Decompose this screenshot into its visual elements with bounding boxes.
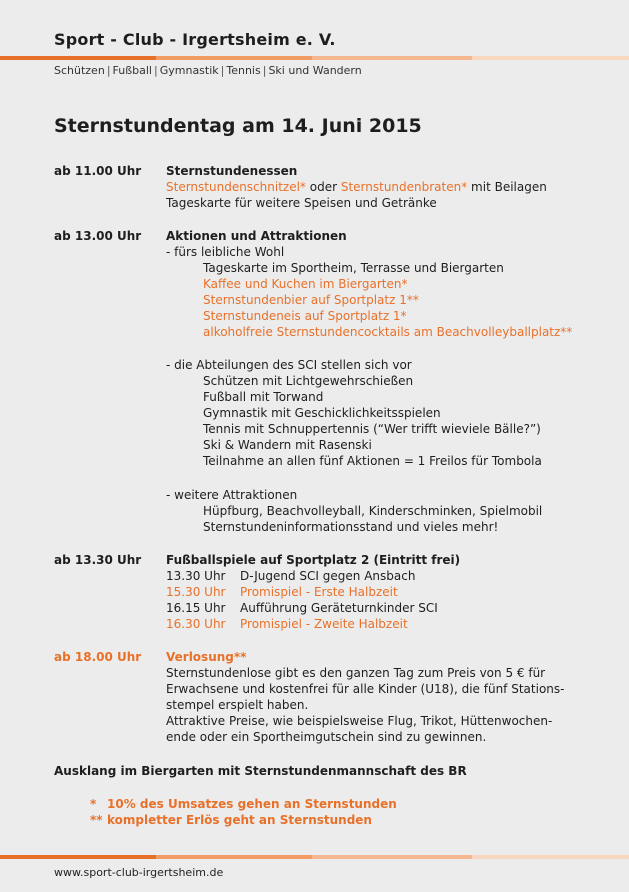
food-item-braten: Sternstundenbraten*: [340, 180, 468, 194]
footnote-mark-double: **: [90, 813, 103, 827]
group-departments-label: - die Abteilungen des SCI stellen sich vor: [166, 358, 412, 372]
top-color-bar: [0, 56, 629, 60]
food-item-schnitzel: Sternstundenschnitzel*: [166, 180, 306, 194]
list-item: Tageskarte im Sportheim, Terrasse und Biergarten: [203, 261, 504, 275]
food-menu-line: Tageskarte für weitere Speisen und Getränke: [166, 196, 437, 210]
raffle-text-line: Attraktive Preise, wie beispielsweise Flug, Trikot, Hüttenwochen-: [166, 714, 553, 728]
group-attractions-label: - weitere Attraktionen: [166, 488, 298, 502]
raffle-text-line: Sternstundenlose gibt es den ganzen Tag zum Preis von 5 € für: [166, 666, 546, 680]
event-title: Sternstundentag am 14. Juni 2015: [54, 115, 422, 137]
division-ski-wandern: Ski und Wandern: [268, 64, 362, 77]
list-item: Gymnastik mit Geschicklichkeitsspielen: [203, 406, 441, 420]
list-item: Schützen mit Lichtgewehrschießen: [203, 374, 414, 388]
game-desc: Promispiel - Erste Halbzeit: [240, 585, 398, 599]
time-1300: ab 13.00 Uhr: [54, 229, 142, 243]
food-connector: oder: [305, 180, 341, 194]
time-1100: ab 11.00 Uhr: [54, 164, 142, 178]
group-food-label: - fürs leibliche Wohl: [166, 245, 285, 259]
list-item: Sternstundenbier auf Sportplatz 1**: [203, 293, 419, 307]
division-tennis: Tennis: [226, 64, 261, 77]
footnote-text-single: 10% des Umsatzes gehen an Sternstunden: [107, 797, 397, 811]
raffle-text-line: stempel erspielt haben.: [166, 698, 309, 712]
list-item: Ski & Wandern mit Rasenski: [203, 438, 372, 452]
website-link[interactable]: www.sport-club-irgertsheim.de: [54, 866, 224, 879]
raffle-text-line: Erwachsene und kostenfrei für alle Kinder (U18), die fünf Stations-: [166, 682, 565, 696]
list-item: Hüpfburg, Beachvolleyball, Kinderschminken, Spielmobil: [203, 504, 543, 518]
game-time: 13.30 Uhr: [166, 569, 226, 583]
division-schuetzen: Schützen: [54, 64, 105, 77]
game-time: 16.15 Uhr: [166, 601, 226, 615]
time-1330: ab 13.30 Uhr: [54, 553, 142, 567]
list-item: Fußball mit Torwand: [203, 390, 324, 404]
list-item: Kaffee und Kuchen im Biergarten*: [203, 277, 408, 291]
food-suffix: mit Beilagen: [467, 180, 547, 194]
club-title: Sport - Club - Irgertsheim e. V.: [54, 30, 336, 49]
football-heading: Fußballspiele auf Sportplatz 2 (Eintritt frei): [166, 553, 461, 567]
game-desc: Promispiel - Zweite Halbzeit: [240, 617, 408, 631]
game-time: 16.30 Uhr: [166, 617, 226, 631]
list-item: Tennis mit Schnuppertennis (“Wer trifft wieviele Bälle?”): [203, 422, 541, 436]
raffle-text-line: ende oder ein Sportheimgutschein sind zu gewinnen.: [166, 730, 487, 744]
division-fussball: Fußball: [112, 64, 152, 77]
list-item: Sternstundeninformationsstand und vieles mehr!: [203, 520, 499, 534]
actions-heading: Aktionen und Attraktionen: [166, 229, 347, 243]
footnote-mark-single: *: [90, 797, 97, 811]
game-desc: D-Jugend SCI gegen Ansbach: [240, 569, 416, 583]
game-time: 15.30 Uhr: [166, 585, 226, 599]
food-line: [166, 179, 547, 195]
list-item: Teilnahme an allen fünf Aktionen = 1 Freilos für Tombola: [203, 454, 542, 468]
closing-line: Ausklang im Biergarten mit Sternstundenmannschaft des BR: [54, 764, 467, 778]
time-1800: ab 18.00 Uhr: [54, 650, 142, 664]
list-item: Sternstundeneis auf Sportplatz 1*: [203, 309, 407, 323]
game-desc: Aufführung Geräteturnkinder SCI: [240, 601, 438, 615]
raffle-heading: Verlosung**: [166, 650, 247, 664]
division-list: Schützen | Fußball | Gymnastik | Tennis | Ski und Wandern: [54, 64, 362, 77]
bottom-color-bar: [0, 855, 629, 859]
division-gymnastik: Gymnastik: [159, 64, 219, 77]
food-heading: Sternstundenessen: [166, 164, 298, 178]
footnote-text-double: kompletter Erlös geht an Sternstunden: [107, 813, 372, 827]
list-item: alkoholfreie Sternstundencocktails am Beachvolleyballplatz**: [203, 325, 573, 339]
